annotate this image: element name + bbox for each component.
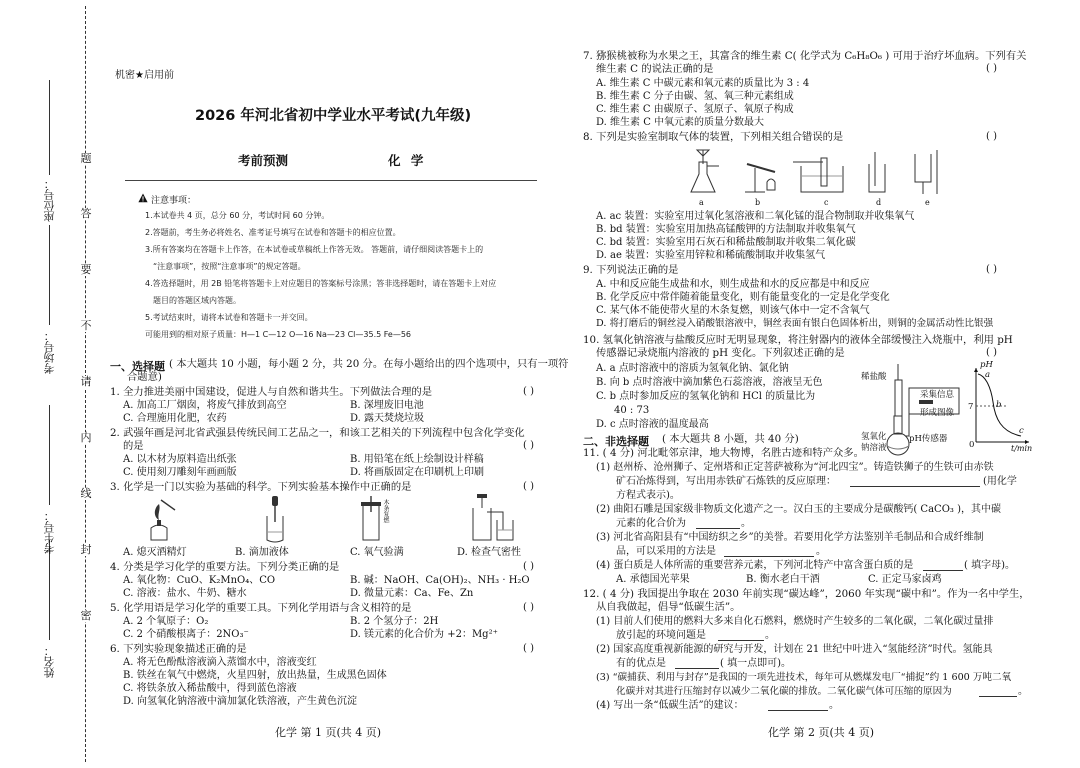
q8-option-b: B. bd 装置：实验室用加热高锰酸钾的方法制取并收集氧气: [596, 224, 856, 235]
exam-subject: 化 学: [388, 153, 427, 168]
question-6-stem: 6. 下列实验现象描述正确的是: [110, 643, 247, 655]
seal-char: 不: [80, 319, 92, 332]
q2-option-b: B. 用铅笔在纸上绘制设计样稿: [350, 454, 484, 465]
exam-room-label: 考场号：: [43, 330, 56, 374]
warning-icon: [138, 193, 148, 203]
q8-option-c: C. bd 装置：实验室用石灰石和稀盐酸制取并收集二氧化碳: [596, 237, 856, 248]
q11-answer-blank: [696, 528, 740, 529]
notice-line: 题目的答题区域内答题。: [153, 296, 241, 305]
q4-option-a: A. 氧化物：CuO、K₂MnO₄、CO: [123, 575, 276, 586]
fig-label-d: d: [876, 198, 882, 207]
q2-option-a: A. 以木材为原料造出纸张: [123, 454, 237, 465]
notice-line: 3.所有答案均在答题卡上作答，在本试卷或草稿纸上作答无效。 答题前，请仔细阅读答题卡上的: [145, 245, 484, 254]
q7-option-b: B. 维生素 C 分子由碳、氢、氧三种元素组成: [596, 91, 794, 102]
candidate-number-label: 考生号：: [43, 510, 56, 554]
question-9-stem: 9. 下列说法正确的是: [583, 264, 679, 276]
q10-option-a: A. a 点时溶液中的溶质为氢氧化钠、氯化钠: [596, 363, 789, 374]
q11-part2: (2) 曲阳石雕是国家级非物质文化遗产之一。汉白玉的主要成分是碳酸钙( CaCO₃ )，其中碳: [596, 504, 1001, 515]
confidential-mark: 机密★启用前: [115, 70, 174, 81]
question-11-stem: 11. ( 4 分) 河北毗邻京津，地大物博，名胜古迹和特产众多。: [583, 447, 864, 459]
seal-char: 题: [80, 152, 92, 165]
question-12-stem: 12. ( 4 分) 我国提出争取在 2030 年前实现“碳达峰”，2060 年实现“碳中和”。作为一名中学生，: [583, 588, 1030, 600]
fig-point-a: a: [985, 370, 991, 380]
fig-form-image: 形成图像: [920, 408, 955, 418]
q10-option-c: C. b 点时参加反应的氢氧化钠和 HCl 的质量比为: [596, 391, 816, 402]
q12-part4-end: 。: [829, 700, 839, 711]
fig-y-axis: pH: [980, 360, 993, 370]
fig-naoh-label-1: 氢氧化: [861, 432, 887, 442]
q2-option-c: C. 使用刻刀雕刻年画画版: [123, 467, 237, 478]
q11-part1-end: 方程式表示)。: [616, 490, 680, 501]
oxygen-test-figure: [351, 496, 401, 542]
q10-option-d: D. c 点时溶液的温度最高: [596, 419, 709, 430]
title-divider: [125, 180, 537, 181]
q12-part2-end: ( 填一点即可)。: [720, 658, 791, 669]
q12-part4: (4) 写出一条“低碳生活”的建议：: [596, 700, 744, 711]
seal-char: 要: [80, 263, 92, 276]
question-2-stem: 2. 武强年画是河北省武强县传统民间工艺品之一，和该工艺相关的下列流程中包含化学变化: [110, 427, 525, 439]
q8-option-d: D. ae 装置：实验室用锌粒和稀硫酸制取并收集氢气: [596, 250, 826, 261]
q5-option-c: C. 2 个硝酸根离子：2NO₃⁻: [123, 629, 249, 640]
q12-answer-blank: [675, 668, 719, 669]
seat-number-line: [49, 80, 50, 175]
question-1-stem: 1. 全力推进美丽中国建设，促进人与自然和谐共生。下列做法合理的是: [110, 386, 433, 398]
question-4-stem: 4. 分类是学习化学的重要方法。下列分类正确的是: [110, 561, 340, 573]
seal-char: 线: [80, 487, 92, 500]
q12-part1-cont: 放引起的环境问题是: [616, 630, 706, 641]
section1-title: 一、选择题: [110, 360, 165, 373]
answer-paren: ( ): [523, 602, 534, 613]
q1-option-d: D. 露天焚烧垃圾: [350, 413, 425, 424]
seal-char: 密: [80, 609, 92, 622]
q12-part3: (3) “碳捕获、利用与封存”是我国的一项先进技术，每年可从燃煤发电厂“捕捉”约 1 600 万吨二氧: [596, 672, 1012, 683]
q11-part1-cont: 矿石冶炼得到，写出用赤铁矿石炼铁的反应原理：: [616, 476, 836, 487]
q5-option-d: D. 镁元素的化合价为 +2：Mg²⁺: [350, 629, 498, 640]
answer-paren: ( ): [986, 264, 997, 275]
fig-label-b: b: [755, 198, 761, 207]
fig-dilute-hcl: 稀盐酸: [861, 372, 887, 382]
q12-answer-blank: [979, 696, 1017, 697]
q12-answer-blank: [718, 640, 764, 641]
page-footer: 化学 第 2 页(共 4 页): [768, 726, 875, 739]
fig-collect-info: 采集信息: [920, 390, 955, 400]
fig-point-c: c: [1019, 426, 1024, 436]
q7-option-c: C. 维生素 C 由碳原子、氢原子、氧原子构成: [596, 104, 794, 115]
seal-char: 答: [80, 207, 92, 220]
name-label: 姓名：: [43, 645, 56, 678]
binding-margin: [0, 0, 100, 768]
q12-part1-end: 。: [765, 630, 775, 641]
exam-title: 2026 年河北省初中学业水平考试(九年级): [195, 108, 472, 124]
notice-line: 5.考试结束时，请将本试卷和答题卡一并交回。: [145, 313, 313, 322]
notice-line: 1.本试卷共 4 页，总分 60 分，考试时间 60 分钟。: [145, 211, 330, 220]
q11-answer-blank: [850, 486, 980, 487]
notice-line: 4.答选择题时，用 2B 铅笔将答题卡上对应题目的答案标号涂黑；答非选择题时，请在答题卡上对应: [145, 279, 497, 288]
q9-option-b: B. 化学反应中常伴随着能量变化，则有能量变化的一定是化学变化: [596, 292, 890, 303]
q7-option-a: A. 维生素 C 中碳元素和氧元素的质量比为 3 : 4: [596, 78, 810, 89]
q11-part1: (1) 赵州桥、沧州狮子、定州塔和正定菩萨被称为“河北四宝”。铸造铁狮子的生铁可由赤铁: [596, 462, 994, 473]
seal-char: 请: [80, 375, 92, 388]
q6-option-b: B. 铁丝在氧气中燃烧，火星四射，放出热量，生成黑色固体: [123, 670, 387, 681]
q1-option-a: A. 加高工厂烟囱，将废气排放到高空: [123, 400, 287, 411]
q12-part3-cont: 化碳并对其进行压缩封存以减少二氧化碳的排放。二氧化碳气体可压缩的原因为: [616, 686, 952, 697]
q12-answer-blank: [768, 710, 828, 711]
answer-paren: ( ): [986, 131, 997, 142]
section1-desc-cont: 合题意): [127, 371, 162, 383]
q9-option-a: A. 中和反应能生成盐和水，则生成盐和水的反应都是中和反应: [596, 279, 870, 290]
airtightness-check-figure: [463, 494, 523, 544]
question-7-stem: 7. 猕猴桃被称为水果之王，其富含的维生素 C( 化学式为 C₆H₈O₆ ) 可用于治疗坏血病。下列有关: [583, 50, 1027, 62]
dropper-figure: [255, 496, 295, 542]
page-footer: 化学 第 1 页(共 4 页): [275, 726, 382, 739]
atomic-masses: 可能用到的相对原子质量：H—1 C—12 O—16 Na—23 Cl—35.5 Fe—56: [145, 330, 412, 339]
q11-option-b: B. 衡水老白干酒: [746, 574, 820, 585]
section2-title: 二、非选择题: [583, 435, 649, 448]
notice-line: 2.答题前，考生务必将姓名、准考证号填写在试卷和答题卡的相应位置。: [145, 228, 401, 237]
gas-apparatus-figure: [683, 148, 953, 196]
answer-paren: ( ): [986, 63, 997, 74]
question-10-stem-cont: 传感器记录烧瓶内溶液的 pH 变化。下列叙述正确的是: [596, 347, 845, 359]
notice-title: 注意事项：: [151, 196, 197, 206]
q10-option-c-cont: 40 : 73: [614, 405, 650, 416]
q7-option-d: D. 维生素 C 中氧元素的质量分数最大: [596, 117, 765, 128]
q11-part2-end: 。: [741, 518, 751, 529]
q8-option-a: A. ac 装置：实验室用过氧化氢溶液和二氧化锰的混合物制取并收集氧气: [596, 211, 915, 222]
q10-option-b: B. 向 b 点时溶液中滴加紫色石蕊溶液，溶液呈无色: [596, 377, 823, 388]
q4-option-d: D. 微量元素：Ca、Fe、Zn: [350, 588, 474, 599]
fig-x-axis: t/min: [1011, 444, 1033, 453]
q1-option-c: C. 合理施用化肥，农药: [123, 413, 227, 424]
q3-option-b: B. 滴加液体: [235, 547, 289, 558]
q11-answer-blank: [923, 570, 963, 571]
fig-naoh-label-2: 钠溶液: [861, 443, 887, 453]
fig-point-b: b: [996, 400, 1002, 410]
q11-part3-cont: 品，可以采用的方法是: [616, 546, 716, 557]
q4-option-c: C. 溶液：盐水、牛奶、糖水: [123, 588, 247, 599]
answer-paren: ( ): [523, 643, 534, 654]
q2-option-d: D. 将画版固定在印刷机上印刷: [350, 467, 485, 478]
q11-part4: (4) 蛋白质是人体所需的重要营养元素，下列河北特产中富含蛋白质的是: [596, 560, 914, 571]
section1-desc: ( 本大题共 10 小题，每小题 2 分，共 20 分。在每小题给出的四个选项中，只有一项符: [169, 358, 569, 370]
q3-option-a: A. 熄灭酒精灯: [123, 547, 187, 558]
q11-option-c: C. 正定马家卤鸡: [868, 574, 942, 585]
fig-ph-seven: 7: [968, 402, 974, 412]
q4-option-b: B. 碱：NaOH、Ca(OH)₂、NH₃ · H₂O: [350, 575, 530, 586]
seal-char: 封: [80, 543, 92, 556]
q3-option-c: C. 氧气验满: [350, 547, 404, 558]
answer-paren: ( ): [986, 347, 997, 358]
q11-part3: (3) 河北省高阳县有“中国纺织之乡”的美誉。若要用化学方法鉴别羊毛制品和合成纤维制: [596, 532, 984, 543]
answer-paren: ( ): [523, 481, 534, 492]
q6-option-c: C. 将铁条放入稀盐酸中，得到蓝色溶液: [123, 683, 297, 694]
q6-option-a: A. 将无色酚酞溶液滴入蒸馏水中，溶液变红: [123, 657, 317, 668]
seat-number-label: 座位号：: [43, 178, 56, 222]
answer-paren: ( ): [523, 386, 534, 397]
q12-part2-cont: 有的优点是: [616, 658, 666, 669]
candidate-number-line: [49, 405, 50, 505]
fig-origin: 0: [969, 440, 975, 450]
notice-line: “注意事项”，按照“注意事项”的规定答题。: [153, 262, 306, 271]
q6-option-d: D. 向氢氧化钠溶液中滴加氯化铁溶液，产生黄色沉淀: [123, 696, 358, 707]
fig-label-c: c: [824, 198, 829, 207]
q5-option-b: B. 2 个氢分子：2H: [350, 616, 439, 627]
q5-option-a: A. 2 个氧原子：O₂: [123, 616, 209, 627]
question-2-stem-cont: 的是: [123, 440, 144, 452]
fig-label-a: a: [699, 198, 704, 207]
answer-paren: ( ): [523, 440, 534, 451]
question-5-stem: 5. 化学用语是学习化学的重要工具。下列化学用语与含义相符的是: [110, 602, 412, 614]
exam-subtitle-left: 考前预测: [238, 153, 289, 168]
question-7-stem-cont: 维生素 C 的说法正确的是: [596, 63, 714, 75]
seal-char: 内: [80, 431, 92, 444]
q9-option-c: C. 某气体不能使带火星的木条复燃，则该气体中一定不含氧气: [596, 305, 870, 316]
q3-option-d: D. 检查气密性: [457, 547, 522, 558]
section2-desc: ( 本大题共 8 小题，共 40 分): [662, 433, 799, 445]
q12-part3-end: 。: [1018, 686, 1028, 697]
name-line: [49, 540, 50, 640]
q9-option-d: D. 将打磨后的铜丝浸入硝酸银溶液中，铜丝表面有银白色固体析出，则铜的金属活动性比银强: [596, 318, 994, 329]
q11-part2-cont: 元素的化合价为: [616, 518, 686, 529]
fig-label-wood-relight: 木条复燃: [382, 499, 389, 523]
q11-part1-tail: (用化学: [983, 476, 1017, 487]
fig-ph-sensor: pH传感器: [909, 434, 948, 444]
exam-room-line: [49, 225, 50, 325]
question-10-stem: 10. 氢氧化钠溶液与盐酸反应时无明显现象，将注射器内的液体全部缓慢注入烧瓶中，利用 pH: [583, 334, 1013, 346]
q12-part1: (1) 目前人们使用的燃料大多来自化石燃料，燃烧时产生较多的二氧化碳，二氧化碳过量排: [596, 616, 994, 627]
q11-part4-end: ( 填字母)。: [964, 560, 1015, 571]
question-12-stem-cont: 从自我做起，倡导“低碳生活”。: [596, 601, 741, 613]
question-8-stem: 8. 下列是实验室制取气体的装置，下列相关组合错误的是: [583, 131, 844, 143]
q11-answer-blank: [724, 556, 814, 557]
answer-paren: ( ): [523, 561, 534, 572]
alcohol-lamp-figure: [145, 496, 185, 542]
q1-option-b: B. 深埋废旧电池: [350, 400, 424, 411]
fig-label-e: e: [925, 198, 930, 207]
question-3-stem: 3. 化学是一门以实验为基础的科学。下列实验基本操作中正确的是: [110, 481, 412, 493]
q11-part3-end: 。: [816, 546, 826, 557]
q12-part2: (2) 国家高度重视新能源的研究与开发，计划在 21 世纪中叶进入“氢能经济”时代。氢能具: [596, 644, 993, 655]
q11-option-a: A. 承德国光苹果: [616, 574, 690, 585]
